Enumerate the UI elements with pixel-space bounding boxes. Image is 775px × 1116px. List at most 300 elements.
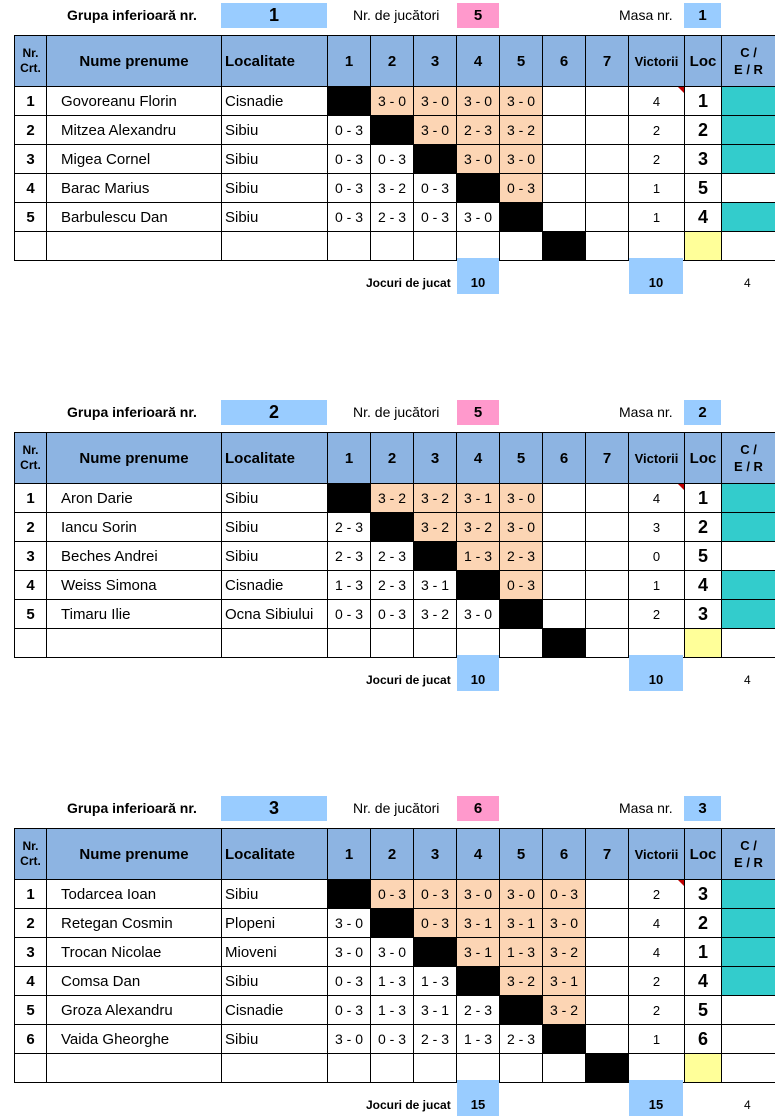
- self-match-cell: [457, 571, 500, 600]
- table-row: [15, 600, 775, 629]
- group-title: Grupa inferioară nr.: [67, 7, 197, 23]
- col-match-header: 4: [457, 829, 500, 880]
- place-cell: 2: [685, 909, 722, 938]
- wins-cell: [629, 880, 685, 909]
- empty-cell: [629, 629, 685, 658]
- col-name-header: Nume prenume: [47, 433, 222, 484]
- col-match-header: 6: [543, 433, 586, 484]
- player-locality: Cisnadie: [222, 87, 328, 116]
- qualification-cell: [722, 542, 775, 571]
- table-number: 3: [684, 796, 721, 821]
- player-locality: Ocna Sibiului: [222, 600, 328, 629]
- empty-cell: [722, 1054, 775, 1083]
- col-match-header: 7: [586, 36, 629, 87]
- place-cell: 2: [685, 513, 722, 542]
- empty-cell: [328, 1054, 371, 1083]
- player-name: Vaida Gheorghe: [47, 1025, 222, 1054]
- score-cell: 0 - 3: [414, 909, 457, 938]
- place-cell: 1: [685, 87, 722, 116]
- results-table: [14, 432, 775, 658]
- place-cell: 6: [685, 1025, 722, 1054]
- player-name: Barac Marius: [47, 174, 222, 203]
- wins-value: 2: [653, 974, 660, 989]
- group-number: 3: [221, 796, 327, 821]
- score-cell: 2 - 3: [328, 513, 371, 542]
- qualification-cell: [722, 996, 775, 1025]
- empty-cell: [47, 1054, 222, 1083]
- empty-place-cell: [685, 1054, 722, 1083]
- players-label: Nr. de jucători: [353, 800, 439, 816]
- table-row: [15, 145, 775, 174]
- wins-cell: [629, 513, 685, 542]
- wins-cell: [629, 203, 685, 232]
- place-cell: 5: [685, 174, 722, 203]
- score-cell: 0 - 3: [414, 203, 457, 232]
- group-footer: [0, 655, 775, 691]
- score-cell: [543, 116, 586, 145]
- self-match-cell: [414, 145, 457, 174]
- col-match-header: 4: [457, 36, 500, 87]
- self-match-cell: [543, 232, 586, 261]
- comment-marker-icon: [678, 87, 684, 93]
- qualification-cell: [722, 145, 775, 174]
- qualification-cell: [722, 87, 775, 116]
- group-footer: [0, 1080, 775, 1116]
- empty-cell: [722, 232, 775, 261]
- col-match-header: 1: [328, 36, 371, 87]
- place-cell: 4: [685, 967, 722, 996]
- score-cell: 0 - 3: [500, 174, 543, 203]
- player-name: Weiss Simona: [47, 571, 222, 600]
- col-nr-header: [15, 433, 47, 484]
- empty-cell: [328, 629, 371, 658]
- table-row: [15, 909, 775, 938]
- col-cer-line2: E / R: [734, 459, 763, 474]
- score-cell: [543, 87, 586, 116]
- empty-cell: [328, 232, 371, 261]
- group-header: [0, 3, 775, 29]
- col-nr-line1: Nr.: [22, 46, 38, 60]
- table-row: [15, 996, 775, 1025]
- wins-value: 0: [653, 549, 660, 564]
- player-name: Mitzea Alexandru: [47, 116, 222, 145]
- score-cell: 2 - 3: [500, 1025, 543, 1054]
- score-cell: 3 - 1: [457, 938, 500, 967]
- col-cer-line1: C /: [740, 45, 757, 60]
- col-name-header: Nume prenume: [47, 36, 222, 87]
- table-row: [15, 87, 775, 116]
- score-cell: 0 - 3: [328, 116, 371, 145]
- table-number: 2: [684, 400, 721, 425]
- empty-cell: [586, 629, 629, 658]
- score-cell: 0 - 3: [328, 174, 371, 203]
- empty-place-cell: [685, 629, 722, 658]
- table-label: Masa nr.: [619, 800, 673, 816]
- self-match-cell: [328, 87, 371, 116]
- player-name: Todarcea Ioan: [47, 880, 222, 909]
- score-cell: 3 - 2: [543, 996, 586, 1025]
- score-cell: 3 - 0: [500, 87, 543, 116]
- col-cer-line2: E / R: [734, 855, 763, 870]
- score-cell: [543, 203, 586, 232]
- score-cell: 3 - 2: [500, 967, 543, 996]
- col-match-header: 3: [414, 829, 457, 880]
- empty-cell: [47, 629, 222, 658]
- col-match-header: 5: [500, 829, 543, 880]
- col-wins-header: Victorii: [629, 433, 685, 484]
- self-match-cell: [586, 1054, 629, 1083]
- col-wins-header: Victorii: [629, 829, 685, 880]
- wins-cell: [629, 1025, 685, 1054]
- wins-cell: [629, 116, 685, 145]
- qualified-count: 4: [744, 276, 751, 290]
- player-locality: Sibiu: [222, 203, 328, 232]
- score-cell: [586, 87, 629, 116]
- wins-total: 10: [629, 655, 683, 691]
- group-3: [0, 796, 775, 1096]
- empty-cell: [414, 629, 457, 658]
- place-cell: 5: [685, 996, 722, 1025]
- score-cell: 3 - 0: [328, 938, 371, 967]
- score-cell: 3 - 2: [414, 484, 457, 513]
- self-match-cell: [500, 600, 543, 629]
- empty-cell: [457, 629, 500, 658]
- qualification-cell: [722, 600, 775, 629]
- score-cell: 3 - 0: [371, 87, 414, 116]
- wins-cell: [629, 484, 685, 513]
- qualified-count: 4: [744, 673, 751, 687]
- score-cell: 3 - 2: [500, 116, 543, 145]
- player-nr: 2: [15, 909, 47, 938]
- qualification-cell: [722, 938, 775, 967]
- score-cell: 1 - 3: [328, 571, 371, 600]
- empty-cell: [222, 629, 328, 658]
- wins-value: 1: [653, 578, 660, 593]
- table-row: [15, 203, 775, 232]
- score-cell: 3 - 1: [457, 909, 500, 938]
- col-nr-header: [15, 36, 47, 87]
- wins-cell: [629, 600, 685, 629]
- wins-value: 2: [653, 887, 660, 902]
- wins-cell: [629, 938, 685, 967]
- score-cell: [543, 571, 586, 600]
- player-nr: 5: [15, 600, 47, 629]
- col-match-header: 4: [457, 433, 500, 484]
- comment-marker-icon: [678, 484, 684, 490]
- score-cell: 3 - 2: [457, 513, 500, 542]
- qualification-cell: [722, 967, 775, 996]
- wins-cell: [629, 87, 685, 116]
- self-match-cell: [543, 629, 586, 658]
- table-number: 1: [684, 3, 721, 28]
- score-cell: 0 - 3: [328, 967, 371, 996]
- player-name: Migea Cornel: [47, 145, 222, 174]
- place-cell: 2: [685, 116, 722, 145]
- qualification-cell: [722, 571, 775, 600]
- score-cell: 3 - 0: [457, 145, 500, 174]
- score-cell: 3 - 1: [414, 996, 457, 1025]
- games-count: 15: [457, 1080, 499, 1116]
- wins-cell: [629, 542, 685, 571]
- score-cell: 0 - 3: [328, 145, 371, 174]
- results-table: [14, 35, 775, 261]
- col-nr-line2: Crt.: [20, 458, 41, 472]
- place-cell: 3: [685, 600, 722, 629]
- score-cell: 3 - 2: [543, 938, 586, 967]
- col-wins-header: Victorii: [629, 36, 685, 87]
- place-cell: 5: [685, 542, 722, 571]
- col-place-header: Loc: [685, 829, 722, 880]
- score-cell: [543, 513, 586, 542]
- players-label: Nr. de jucători: [353, 7, 439, 23]
- empty-row: [15, 629, 775, 658]
- col-nr-line1: Nr.: [22, 443, 38, 457]
- score-cell: [543, 174, 586, 203]
- score-cell: 2 - 3: [457, 996, 500, 1025]
- wins-value: 2: [653, 1003, 660, 1018]
- table-header-row: [15, 433, 775, 484]
- player-name: Iancu Sorin: [47, 513, 222, 542]
- player-nr: 1: [15, 484, 47, 513]
- score-cell: [543, 145, 586, 174]
- player-nr: 2: [15, 116, 47, 145]
- empty-cell: [222, 1054, 328, 1083]
- score-cell: 0 - 3: [371, 1025, 414, 1054]
- score-cell: [586, 967, 629, 996]
- score-cell: 1 - 3: [371, 967, 414, 996]
- score-cell: 1 - 3: [500, 938, 543, 967]
- col-match-header: 3: [414, 433, 457, 484]
- place-cell: 4: [685, 203, 722, 232]
- empty-cell: [500, 1054, 543, 1083]
- col-match-header: 6: [543, 829, 586, 880]
- wins-value: 1: [653, 210, 660, 225]
- score-cell: 0 - 3: [371, 145, 414, 174]
- col-match-header: 3: [414, 36, 457, 87]
- wins-value: 3: [653, 520, 660, 535]
- wins-value: 2: [653, 123, 660, 138]
- score-cell: 3 - 2: [414, 513, 457, 542]
- table-label: Masa nr.: [619, 404, 673, 420]
- qualification-cell: [722, 174, 775, 203]
- table-row: [15, 484, 775, 513]
- score-cell: [586, 1025, 629, 1054]
- score-cell: [586, 996, 629, 1025]
- empty-cell: [414, 1054, 457, 1083]
- player-nr: 3: [15, 145, 47, 174]
- player-locality: Sibiu: [222, 1025, 328, 1054]
- wins-value: 1: [653, 1032, 660, 1047]
- table-row: [15, 174, 775, 203]
- empty-cell: [586, 232, 629, 261]
- player-locality: Sibiu: [222, 145, 328, 174]
- col-cer-header: [722, 433, 775, 484]
- player-name: Timaru Ilie: [47, 600, 222, 629]
- score-cell: 3 - 1: [543, 967, 586, 996]
- score-cell: [586, 909, 629, 938]
- player-nr: 3: [15, 542, 47, 571]
- score-cell: [586, 203, 629, 232]
- place-cell: 3: [685, 880, 722, 909]
- empty-row: [15, 1054, 775, 1083]
- qualification-cell: [722, 484, 775, 513]
- player-locality: Plopeni: [222, 909, 328, 938]
- score-cell: 0 - 3: [371, 880, 414, 909]
- player-nr: 5: [15, 996, 47, 1025]
- group-header: [0, 796, 775, 822]
- score-cell: [586, 880, 629, 909]
- score-cell: 3 - 2: [414, 600, 457, 629]
- score-cell: 3 - 0: [328, 909, 371, 938]
- empty-cell: [47, 232, 222, 261]
- wins-cell: [629, 909, 685, 938]
- group-number: 1: [221, 3, 327, 28]
- self-match-cell: [371, 116, 414, 145]
- player-name: Comsa Dan: [47, 967, 222, 996]
- empty-cell: [457, 1054, 500, 1083]
- player-locality: Cisnadie: [222, 996, 328, 1025]
- qualification-cell: [722, 203, 775, 232]
- col-match-header: 1: [328, 829, 371, 880]
- col-cer-header: [722, 36, 775, 87]
- empty-row: [15, 232, 775, 261]
- games-label: Jocuri de jucat: [366, 673, 451, 687]
- score-cell: 2 - 3: [414, 1025, 457, 1054]
- player-name: Trocan Nicolae: [47, 938, 222, 967]
- score-cell: 2 - 3: [371, 542, 414, 571]
- self-match-cell: [543, 1025, 586, 1054]
- score-cell: 0 - 3: [328, 996, 371, 1025]
- table-row: [15, 1025, 775, 1054]
- score-cell: 0 - 3: [328, 600, 371, 629]
- col-cer-line2: E / R: [734, 62, 763, 77]
- wins-total: 15: [629, 1080, 683, 1116]
- place-cell: 4: [685, 571, 722, 600]
- score-cell: 3 - 0: [457, 880, 500, 909]
- table-label: Masa nr.: [619, 7, 673, 23]
- col-name-header: Nume prenume: [47, 829, 222, 880]
- col-match-header: 5: [500, 433, 543, 484]
- empty-place-cell: [685, 232, 722, 261]
- player-name: Groza Alexandru: [47, 996, 222, 1025]
- score-cell: 2 - 3: [328, 542, 371, 571]
- table-row: [15, 571, 775, 600]
- empty-cell: [222, 232, 328, 261]
- score-cell: 1 - 3: [457, 1025, 500, 1054]
- col-locality-header: Localitate: [222, 433, 328, 484]
- results-table: [14, 828, 775, 1083]
- empty-cell: [15, 629, 47, 658]
- table-row: [15, 513, 775, 542]
- col-place-header: Loc: [685, 36, 722, 87]
- score-cell: [586, 145, 629, 174]
- empty-cell: [15, 232, 47, 261]
- self-match-cell: [500, 996, 543, 1025]
- score-cell: 3 - 1: [457, 484, 500, 513]
- wins-cell: [629, 996, 685, 1025]
- player-locality: Sibiu: [222, 967, 328, 996]
- empty-cell: [543, 1054, 586, 1083]
- table-row: [15, 938, 775, 967]
- col-locality-header: Localitate: [222, 829, 328, 880]
- player-locality: Sibiu: [222, 174, 328, 203]
- score-cell: 3 - 0: [457, 203, 500, 232]
- player-locality: Sibiu: [222, 542, 328, 571]
- score-cell: [586, 484, 629, 513]
- empty-cell: [414, 232, 457, 261]
- wins-cell: [629, 967, 685, 996]
- games-count: 10: [457, 258, 499, 294]
- empty-cell: [371, 1054, 414, 1083]
- empty-cell: [500, 232, 543, 261]
- table-header-row: [15, 36, 775, 87]
- group-title: Grupa inferioară nr.: [67, 404, 197, 420]
- score-cell: 0 - 3: [414, 880, 457, 909]
- score-cell: 3 - 2: [371, 484, 414, 513]
- col-match-header: 7: [586, 433, 629, 484]
- wins-value: 4: [653, 94, 660, 109]
- self-match-cell: [457, 174, 500, 203]
- score-cell: 1 - 3: [371, 996, 414, 1025]
- self-match-cell: [414, 542, 457, 571]
- player-nr: 1: [15, 880, 47, 909]
- group-footer: [0, 258, 775, 294]
- table-row: [15, 967, 775, 996]
- group-1: [0, 3, 775, 303]
- col-nr-line2: Crt.: [20, 61, 41, 75]
- empty-cell: [457, 232, 500, 261]
- score-cell: 0 - 3: [414, 174, 457, 203]
- qualification-cell: [722, 909, 775, 938]
- wins-cell: [629, 174, 685, 203]
- col-locality-header: Localitate: [222, 36, 328, 87]
- self-match-cell: [414, 938, 457, 967]
- score-cell: [543, 542, 586, 571]
- games-label: Jocuri de jucat: [366, 1098, 451, 1112]
- wins-value: 4: [653, 945, 660, 960]
- self-match-cell: [328, 880, 371, 909]
- comment-marker-icon: [678, 880, 684, 886]
- qualified-count: 4: [744, 1098, 751, 1112]
- wins-value: 4: [653, 916, 660, 931]
- player-nr: 6: [15, 1025, 47, 1054]
- score-cell: 2 - 3: [371, 203, 414, 232]
- score-cell: [586, 571, 629, 600]
- col-match-header: 7: [586, 829, 629, 880]
- place-cell: 3: [685, 145, 722, 174]
- col-nr-header: [15, 829, 47, 880]
- self-match-cell: [371, 513, 414, 542]
- player-name: Aron Darie: [47, 484, 222, 513]
- col-nr-line1: Nr.: [22, 839, 38, 853]
- players-count: 5: [457, 3, 499, 28]
- score-cell: 3 - 0: [457, 600, 500, 629]
- wins-cell: [629, 145, 685, 174]
- col-match-header: 2: [371, 433, 414, 484]
- group-header: [0, 400, 775, 426]
- score-cell: [543, 600, 586, 629]
- qualification-cell: [722, 880, 775, 909]
- score-cell: 3 - 0: [543, 909, 586, 938]
- player-name: Retegan Cosmin: [47, 909, 222, 938]
- col-match-header: 6: [543, 36, 586, 87]
- score-cell: 0 - 3: [543, 880, 586, 909]
- wins-cell: [629, 571, 685, 600]
- wins-value: 1: [653, 181, 660, 196]
- qualification-cell: [722, 1025, 775, 1054]
- empty-cell: [371, 232, 414, 261]
- score-cell: 3 - 0: [457, 87, 500, 116]
